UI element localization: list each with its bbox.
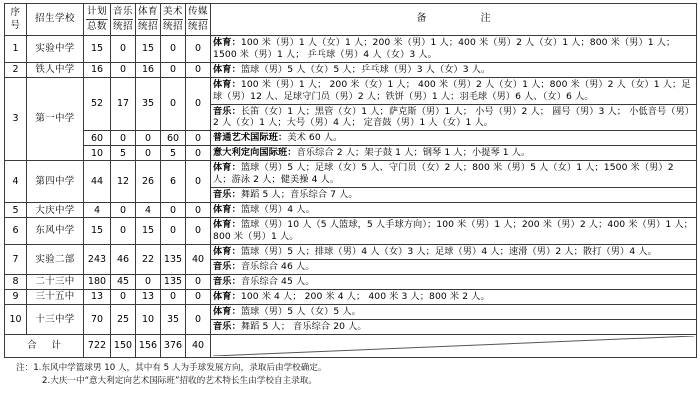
row-plan-sport: 26 — [136, 161, 161, 203]
row-remark: 普通艺术国际班：美术 60 人。 — [211, 131, 697, 146]
row-plan-music: 25 — [111, 304, 136, 334]
row-plan-music: 0 — [111, 62, 136, 77]
column-header-total-line2: 总数 — [86, 20, 107, 32]
row-school-name: 实验二部 — [27, 245, 84, 275]
row-plan-total: 10 — [84, 146, 111, 161]
diagonal-strike-icon — [213, 336, 694, 356]
row-plan-art: 0 — [161, 62, 186, 77]
table-row — [5, 131, 697, 146]
footnote-lead: 注： — [16, 362, 34, 373]
column-header-music-line2: 统招 — [113, 20, 134, 32]
row-sequence-number: 10 — [5, 304, 27, 334]
column-header-seq-line2: 号 — [10, 20, 21, 32]
row-school-name: 东风中学 — [27, 218, 84, 245]
row-sequence-number: 5 — [5, 203, 27, 218]
column-header-remark-right: 注 — [480, 13, 491, 25]
column-header-total-line1: 计划 — [86, 5, 108, 20]
table-row — [5, 62, 697, 77]
row-plan-media: 0 — [186, 289, 211, 304]
row-plan-music: 0 — [111, 289, 136, 304]
row-plan-sport: 15 — [136, 218, 161, 245]
row-plan-art: 0 — [161, 289, 186, 304]
row-plan-sport: 16 — [136, 62, 161, 77]
column-header-seq — [5, 4, 27, 36]
row-plan-media: 40 — [186, 245, 211, 275]
row-remark: 音乐：长笛（女）1 人；黑管（女）1 人；萨克斯（男）1 人； 小号（男）2 人； 圆号（男）3 人； 小低音号（男）2 人（女）1 人；大号（男）4 人； 定音鼓（男）1 人（女）1 人。 — [211, 104, 697, 131]
row-plan-total: 60 — [84, 131, 111, 146]
row-plan-sport: 4 — [136, 203, 161, 218]
row-plan-art: 135 — [161, 245, 186, 275]
column-header-music — [111, 4, 136, 36]
row-plan-media: 0 — [186, 304, 211, 334]
column-header-school: 招生学校 — [27, 4, 84, 36]
row-plan-media: 0 — [186, 274, 211, 289]
row-plan-art: 60 — [161, 131, 186, 146]
row-plan-music: 46 — [111, 245, 136, 275]
table-row — [5, 146, 697, 161]
row-plan-art: 6 — [161, 161, 186, 203]
enrollment-plan-table — [4, 3, 697, 358]
row-remark: 音乐：舞蹈 5 人； 音乐综合 20 人。 — [211, 319, 697, 334]
total-row-art: 376 — [161, 334, 186, 357]
row-school-name: 大庆中学 — [27, 203, 84, 218]
footnote-text: 2.大庆一中“意大利定向艺术国际班”招收的艺术特长生由学校自主录取。 — [42, 375, 317, 386]
row-plan-media: 0 — [186, 62, 211, 77]
row-plan-media: 0 — [186, 35, 211, 62]
table-row — [5, 274, 697, 289]
table-header-row — [5, 4, 697, 36]
total-row-music: 150 — [111, 334, 136, 357]
row-plan-music: 17 — [111, 77, 136, 131]
row-plan-sport: 0 — [136, 131, 161, 146]
row-plan-sport: 35 — [136, 77, 161, 131]
row-remark: 体育：篮球（男）5 人；足球（女）5 人、守门员（女）2 人；800 米（男）5 人（女）1 人；1500 米（男）2 人；游泳 2 人；健美操 4 人。 — [211, 161, 697, 188]
row-plan-total: 52 — [84, 77, 111, 131]
column-header-art — [161, 4, 186, 36]
row-plan-art: 0 — [161, 203, 186, 218]
row-plan-music: 0 — [111, 203, 136, 218]
table-total-row — [5, 334, 697, 357]
column-header-music-line1: 音乐 — [113, 5, 133, 20]
row-remark: 体育：篮球（男）10 人（5 人篮球，5 人手球方向）；100 米（男）1 人；200 米（男）2 人；400 米（男）1 人； 800 米（男）1 人。 — [211, 218, 697, 245]
row-plan-music: 5 — [111, 146, 136, 161]
total-row-label: 合 计 — [5, 334, 84, 357]
table-row — [5, 245, 697, 260]
row-remark: 体育：篮球（男）5 人（女）5 人；乒乓球（男）3 人（女）3 人。 — [211, 62, 697, 77]
row-remark: 体育：100 米 4 人； 200 米 4 人； 400 米 3 人；800 米 2 人。 — [211, 289, 697, 304]
table-row — [5, 161, 697, 188]
table-header — [5, 4, 697, 36]
row-plan-total: 15 — [84, 218, 111, 245]
row-remark: 体育：篮球（男）5 人；排球（男）4 人（女）3 人；足球（男）4 人；速滑（男）2 人；散打（男）4 人。 — [211, 245, 697, 260]
row-remark: 体育：100 米（男）1 人； 200 米（女）1 人； 400 米（男）2 人（女）1 人；800 米（男）2 人（女）1 人；足球（男）12 人、足球守门员（男）2 人；铁饼（男）1 人；羽毛球（男）6 人、（女）6 人。 — [211, 77, 697, 104]
row-plan-total: 243 — [84, 245, 111, 275]
row-sequence-number: 1 — [5, 35, 27, 62]
total-row-media: 40 — [186, 334, 211, 357]
row-plan-media: 0 — [186, 203, 211, 218]
row-plan-media: 0 — [186, 218, 211, 245]
row-sequence-number: 9 — [5, 289, 27, 304]
footnotes — [4, 362, 696, 388]
total-row-remark-struck — [211, 334, 697, 357]
row-school-name: 十三中学 — [27, 304, 84, 334]
row-plan-sport: 22 — [136, 245, 161, 275]
column-header-sport — [136, 4, 161, 36]
column-header-seq-line1: 序 — [10, 6, 21, 18]
row-sequence-number: 3 — [5, 77, 27, 161]
row-plan-art: 0 — [161, 35, 186, 62]
row-plan-music: 0 — [111, 35, 136, 62]
column-header-media-line2: 统招 — [188, 20, 209, 32]
row-plan-sport: 10 — [136, 304, 161, 334]
footnote-text: 1.东风中学篮球男 10 人，其中有 5 人为手球发展方向，录取后由学校确定。 — [33, 362, 327, 373]
row-plan-media: 0 — [186, 131, 211, 146]
row-plan-art: 5 — [161, 146, 186, 161]
row-school-name: 第一中学 — [27, 77, 84, 161]
row-plan-art: 0 — [161, 218, 186, 245]
row-school-name: 三十五中 — [27, 289, 84, 304]
row-plan-art: 0 — [161, 77, 186, 131]
row-plan-sport: 0 — [136, 146, 161, 161]
table-row — [5, 218, 697, 245]
row-plan-sport: 15 — [136, 35, 161, 62]
column-header-art-line1: 美术 — [163, 5, 183, 20]
row-sequence-number: 7 — [5, 245, 27, 275]
row-school-name: 二十三中 — [27, 274, 84, 289]
row-plan-music: 45 — [111, 274, 136, 289]
column-header-remark — [211, 4, 697, 36]
column-header-remark-left: 备 — [416, 13, 427, 25]
row-school-name: 第四中学 — [27, 161, 84, 203]
row-plan-sport: 13 — [136, 289, 161, 304]
column-header-sport-line1: 体育 — [138, 5, 158, 20]
row-plan-music: 12 — [111, 161, 136, 203]
table-row — [5, 203, 697, 218]
table-row — [5, 289, 697, 304]
total-row-sport: 156 — [136, 334, 161, 357]
row-plan-media: 0 — [186, 146, 211, 161]
row-plan-music: 0 — [111, 131, 136, 146]
total-row-total: 722 — [84, 334, 111, 357]
row-school-name: 实验中学 — [27, 35, 84, 62]
row-remark: 体育：100 米（男）1 人（女）1 人；200 米（男）1 人；400 米（男）2 人（女）1 人；800 米（男）1 人； 1500 米（男）1 人； 乒乓球（男）4 人（女）3 人。 — [211, 35, 697, 62]
row-sequence-number: 8 — [5, 274, 27, 289]
column-header-total — [84, 4, 111, 36]
row-plan-total: 15 — [84, 35, 111, 62]
row-sequence-number: 2 — [5, 62, 27, 77]
table-row — [5, 77, 697, 104]
row-plan-art: 135 — [161, 274, 186, 289]
row-plan-music: 0 — [111, 218, 136, 245]
row-sequence-number: 6 — [5, 218, 27, 245]
column-header-media — [186, 4, 211, 36]
table-row — [5, 35, 697, 62]
row-plan-art: 35 — [161, 304, 186, 334]
table-row — [5, 304, 697, 319]
column-header-art-line2: 统招 — [163, 20, 184, 32]
row-plan-total: 180 — [84, 274, 111, 289]
row-sequence-number: 4 — [5, 161, 27, 203]
column-header-media-line1: 传媒 — [188, 5, 208, 20]
row-plan-total: 4 — [84, 203, 111, 218]
row-plan-sport: 0 — [136, 274, 161, 289]
table-body — [5, 35, 697, 357]
row-plan-total: 13 — [84, 289, 111, 304]
row-remark: 音乐：舞蹈 5 人；音乐综合 7 人。 — [211, 188, 697, 203]
footnote-item — [16, 362, 696, 375]
row-remark: 体育：篮球（男）4 人。 — [211, 203, 697, 218]
row-remark: 音乐：音乐综合 46 人。 — [211, 260, 697, 275]
row-plan-media: 0 — [186, 77, 211, 131]
row-plan-total: 70 — [84, 304, 111, 334]
row-plan-total: 16 — [84, 62, 111, 77]
column-header-sport-line2: 统招 — [138, 20, 159, 32]
row-remark: 意大利定向国际班：音乐综合 2 人；架子鼓 1 人；钢琴 1 人；小提琴 1 人。 — [211, 146, 697, 161]
footnote-item — [42, 375, 696, 388]
row-remark: 音乐：音乐综合 45 人。 — [211, 274, 697, 289]
row-plan-media: 0 — [186, 161, 211, 203]
row-remark: 体育：篮球（男）5 人（女）5 人。 — [211, 304, 697, 319]
row-school-name: 铁人中学 — [27, 62, 84, 77]
row-plan-total: 44 — [84, 161, 111, 203]
